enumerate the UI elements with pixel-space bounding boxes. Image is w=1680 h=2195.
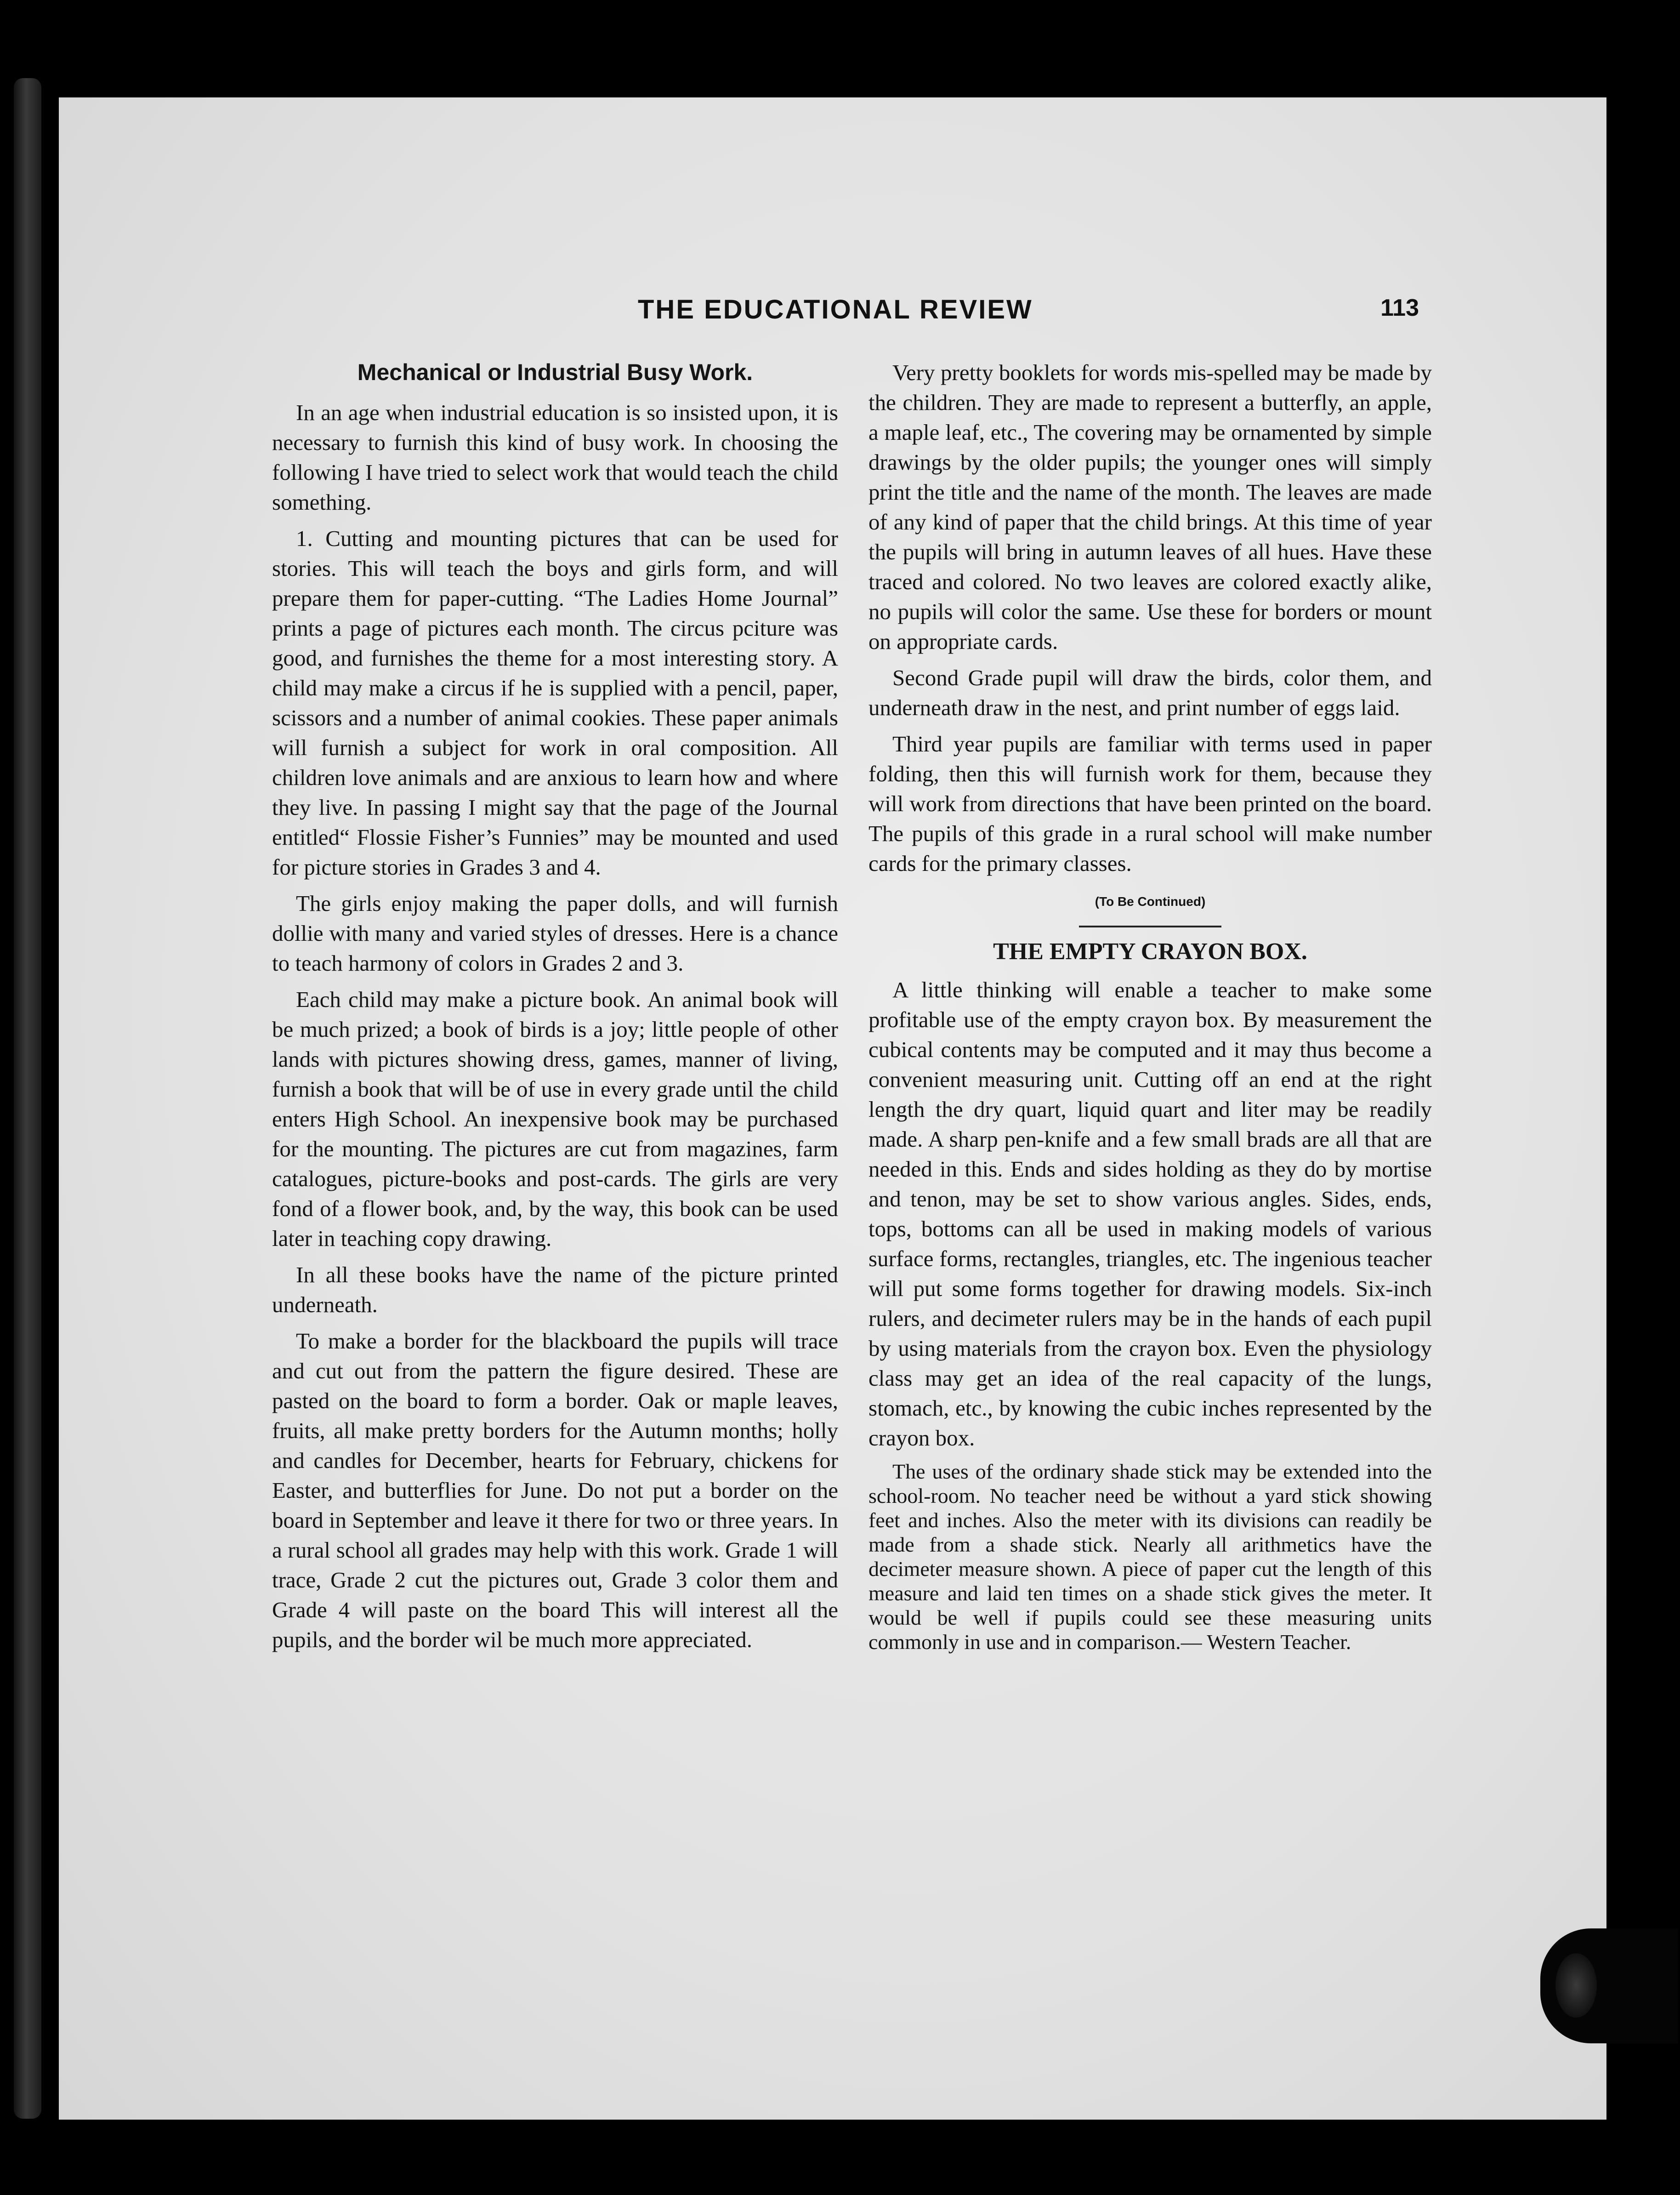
- article-title: Mechanical or Industrial Busy Work.: [357, 359, 753, 385]
- to-be-continued-note: (To Be Continued): [1095, 894, 1206, 909]
- paragraph: The uses of the ordinary shade stick may be extended into the school-room. No teacher need be without a yard stick showing feet and inches. Also the meter with its divisions can readily be made from a shade stick. Nearly all arithmetics have the decimeter measure shown. A piece of paper cut the length of this measure and laid ten times on a shade stick gives the meter. It would be well if pupils could see these measuring units commonly in use and in comparison.— Western Teacher.: [868, 1460, 1432, 1654]
- paragraph: Second Grade pupil will draw the birds, color them, and underneath draw in the nest, and print number of eggs laid.: [868, 665, 1432, 720]
- left-column: [272, 358, 838, 1661]
- book-binding-edge: [14, 78, 41, 2119]
- page-number: 113: [1380, 295, 1419, 321]
- paragraph: Third year pupils are familiar with terms used in paper folding, then this will furnish work for them, because they will work from directions that have been printed on the board. The pupils of this grade in a rural school will make number cards for the primary classes.: [868, 731, 1432, 876]
- page-header: [270, 294, 1426, 336]
- scan-background: [0, 0, 60, 2195]
- paragraph: Each child may make a picture book. An animal book will be much prized; a book of birds is a joy; little people of other lands with pictures showing dress, games, manner of living, furnish a book that will be of use in every grade until the child enters High School. An inexpensive book may be purchased for the mounting. The pictures are cut from magazines, farm catalogues, picture-books and post-cards. The girls are very fond of a flower book, and, by the way, this book can be used later in teaching copy drawing.: [272, 987, 838, 1251]
- paragraph: To make a border for the blackboard the pupils will trace and cut out from the pattern the figure desired. These are pasted on the board to form a border. Oak or maple leaves, fruits, all make pretty borders for the Autumn months; holly and candles for December, hearts for February, chickens for Easter, and butterflies for June. Do not put a border on the board in September and leave it there for two or three years. In a rural school all grades may help with this work. Grade 1 will trace, Grade 2 cut the pictures out, Grade 3 color them and Grade 4 will paste on the board This will interest all the pupils, and the border wil be much more appreciated.: [272, 1328, 838, 1652]
- crayon-box-title: THE EMPTY CRAYON BOX.: [993, 938, 1307, 965]
- paragraph: In an age when industrial education is so insisted upon, it is necessary to furnish this kind of busy work. In choosing the following I have tried to select work that would teach the child something.: [272, 400, 838, 515]
- section-divider: [1079, 926, 1221, 927]
- paragraph: The girls enjoy making the paper dolls, and will furnish dollie with many and varied styles of dresses. Here is a chance to teach harmony of colors in Grades 2 and 3.: [272, 891, 838, 976]
- paragraph: Very pretty booklets for words mis-spelled may be made by the children. They are made to represent a butterfly, an apple, a maple leaf, etc., The covering may be ornamented by simple drawings by the older pupils; the younger ones will simply print the title and the name of the month. The leaves are made of any kind of paper that the child brings. At this time of year the pupils will bring in autumn leaves of all hues. Have these traced and colored. No two leaves are colored exactly alike, no pupils will color the same. Use these for borders or mount on appropriate cards.: [868, 360, 1432, 654]
- right-column: [868, 358, 1432, 1660]
- paragraph: A little thinking will enable a teacher to make some profitable use of the empty crayon box. By measurement the cubical contents may be computed and it may thus become a convenient measuring unit. Cutting off an end at the right length the dry quart, liquid quart and liter may be readily made. A sharp pen-knife and a few small brads are all that are needed in this. Ends and sides holding as they do by mortise and tenon, may be set to show various angles. Sides, ends, tops, bottoms can all be used in making models of various surface forms, rectangles, triangles, etc. The ingenious teacher will put some forms together for drawing models. Six-inch rulers, and decimeter rulers may be in the hands of each pupil by using materials from the crayon box. Even the physiology class may get an idea of the real capacity of the lungs, stomach, etc., by knowing the cubic inches represented by the crayon box.: [868, 977, 1432, 1450]
- paragraph: 1. Cutting and mounting pictures that can be used for stories. This will teach the boys and girls form, and will prepare them for paper-cutting. “The Ladies Home Journal” prints a page of pictures each month. The circus pciture was good, and furnishes the theme for a most interesting story. A child may make a circus if he is supplied with a pencil, paper, scissors and a number of animal cookies. These paper animals will furnish a subject for work in oral composition. All children love animals and are anxious to learn how and where they live. In passing I might say that the page of the Journal entitled“ Flossie Fisher’s Funnies” may be mounted and used for picture stories in Grades 3 and 4.: [272, 526, 838, 880]
- journal-title: THE EDUCATIONAL REVIEW: [638, 295, 1033, 324]
- thumb-highlight: [1555, 1953, 1597, 2018]
- paragraph: In all these books have the name of the picture printed underneath.: [272, 1262, 838, 1317]
